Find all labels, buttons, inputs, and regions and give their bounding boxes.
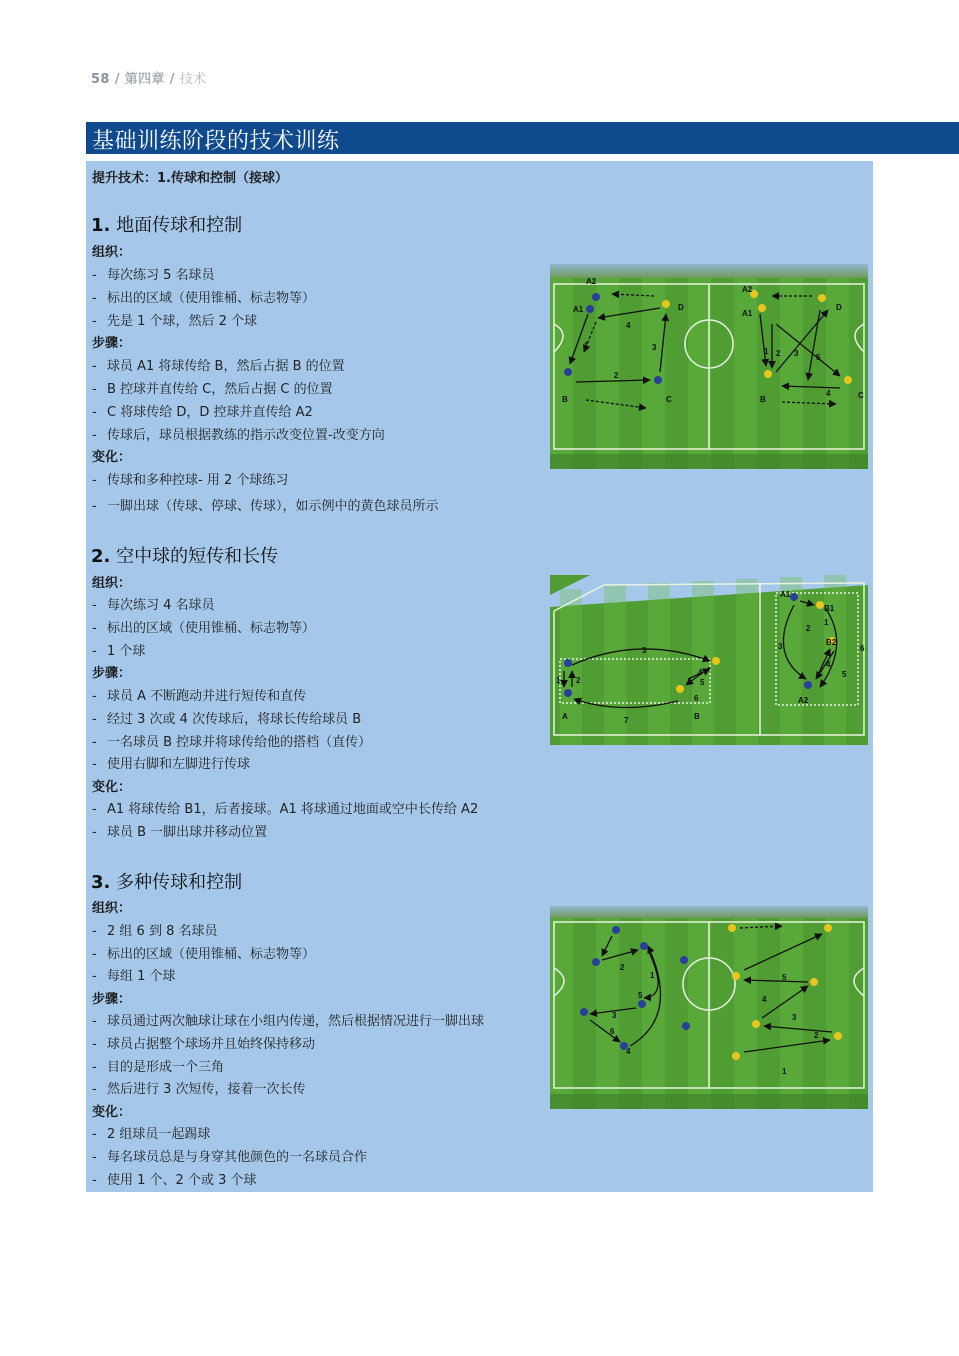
list-item: - 每组 1 个球 <box>92 969 176 984</box>
org-label: 组织： <box>92 576 132 591</box>
header-separator: / <box>169 72 175 87</box>
section-number: 2. <box>91 546 111 567</box>
steps-label: 步骤： <box>92 666 132 681</box>
svg-text:6: 6 <box>860 644 865 653</box>
list-item: - 使用右脚和左脚进行传球 <box>92 757 251 772</box>
pitch-svg <box>550 264 868 469</box>
list-item: - 标出的区域（使用锥桶、标志物等） <box>92 291 316 306</box>
section-title: 空中球的短传和长传 <box>116 546 279 567</box>
list-item: - 先是 1 个球，然后 2 个球 <box>92 314 258 329</box>
section-heading-1 <box>91 211 242 237</box>
section-heading-3 <box>91 868 242 894</box>
svg-text:D: D <box>836 303 842 312</box>
section-label: 技术 <box>179 72 207 87</box>
page-title: 基础训练阶段的技术训练 <box>92 129 340 154</box>
list-item: - 球员 A 不断跑动并进行短传和直传 <box>92 689 307 704</box>
list-item: - 一名球员 B 控球并将球传给他的搭档（直传） <box>92 735 372 750</box>
list-item: - 使用 1 个、2 个或 3 个球 <box>92 1173 257 1188</box>
svg-text:1: 1 <box>764 347 769 356</box>
list-item: - C 将球传给 D，D 控球并直传给 A2 <box>92 405 313 420</box>
svg-text:B2: B2 <box>826 638 837 647</box>
list-item: - 每名球员总是与身穿其他颜色的一名球员合作 <box>92 1150 368 1165</box>
svg-text:2: 2 <box>620 963 625 972</box>
list-item: - 传球和多种控球- 用 2 个球练习 <box>92 473 289 488</box>
drill-diagram-2 <box>550 575 868 745</box>
variations-label: 变化： <box>92 450 132 465</box>
section-title: 地面传球和控制 <box>116 215 243 236</box>
list-item: - 一脚出球（传球、停球、传球），如示例中的黄色球员所示 <box>92 499 439 514</box>
svg-text:1: 1 <box>782 1067 787 1076</box>
svg-text:A1: A1 <box>742 309 753 318</box>
svg-text:4: 4 <box>698 668 703 677</box>
org-label: 组织： <box>92 901 132 916</box>
svg-text:2: 2 <box>776 349 781 358</box>
list-item: - 每次练习 4 名球员 <box>92 598 215 613</box>
steps-label: 步骤： <box>92 992 132 1007</box>
svg-text:3: 3 <box>642 646 647 655</box>
list-item: - 球员 B 一脚出球并移动位置 <box>92 825 268 840</box>
list-item: - 标出的区域（使用锥桶、标志物等） <box>92 947 316 962</box>
list-item: - 2 组 6 到 8 名球员 <box>92 924 218 939</box>
svg-text:A2: A2 <box>798 696 809 705</box>
pitch-svg <box>550 575 868 745</box>
svg-text:2: 2 <box>614 371 619 380</box>
svg-text:3: 3 <box>778 642 783 651</box>
list-item: - 2 组球员一起踢球 <box>92 1127 211 1142</box>
svg-text:2: 2 <box>576 676 581 685</box>
section-title: 多种传球和控制 <box>116 872 243 893</box>
svg-text:B: B <box>760 395 766 404</box>
svg-text:1: 1 <box>556 676 561 685</box>
list-item: - 每次练习 5 名球员 <box>92 268 215 283</box>
list-item: - 然后进行 3 次短传，接着一次长传 <box>92 1082 306 1097</box>
list-item: - 1 个球 <box>92 644 146 659</box>
svg-text:7: 7 <box>624 716 629 725</box>
svg-text:B: B <box>562 395 568 404</box>
list-item: - 目的是形成一个三角 <box>92 1060 225 1075</box>
svg-text:3: 3 <box>794 349 799 358</box>
svg-text:2: 2 <box>806 624 811 633</box>
section-number: 3. <box>91 872 111 893</box>
list-item: - 球员占据整个球场并且始终保持移动 <box>92 1037 316 1052</box>
svg-text:4: 4 <box>826 389 831 398</box>
svg-text:1: 1 <box>824 618 829 627</box>
svg-text:C: C <box>858 391 864 400</box>
drill-diagram-1 <box>550 264 868 469</box>
section-number: 1. <box>91 215 111 236</box>
list-item: - B 控球并直传给 C，然后占据 C 的位置 <box>92 382 333 397</box>
svg-text:5: 5 <box>638 991 643 1000</box>
panel-subtitle: 提升技术：1.传球和控制（接球） <box>92 171 288 186</box>
drill-diagram-3 <box>550 906 868 1109</box>
header-separator: / <box>114 72 120 87</box>
svg-text:A1: A1 <box>573 305 584 314</box>
chapter-label: 第四章 <box>124 72 165 87</box>
svg-text:5: 5 <box>782 973 787 982</box>
svg-text:C: C <box>666 395 672 404</box>
title-bar <box>86 122 959 154</box>
org-label: 组织： <box>92 245 132 260</box>
running-header <box>91 68 206 87</box>
svg-text:B1: B1 <box>824 604 835 613</box>
list-item: - 球员通过两次触球让球在小组内传递，然后根据情况进行一脚出球 <box>92 1014 485 1029</box>
variations-label: 变化： <box>92 1105 132 1120</box>
svg-text:3: 3 <box>792 1013 797 1022</box>
steps-label: 步骤： <box>92 336 132 351</box>
svg-text:A1: A1 <box>780 590 791 599</box>
svg-text:3: 3 <box>652 343 657 352</box>
list-item: - 传球后，球员根据教练的指示改变位置-改变方向 <box>92 428 385 443</box>
svg-text:6: 6 <box>610 1027 615 1036</box>
svg-text:3: 3 <box>612 1011 617 1020</box>
svg-text:4: 4 <box>626 321 631 330</box>
variations-label: 变化： <box>92 780 132 795</box>
svg-text:2: 2 <box>814 1031 819 1040</box>
svg-text:D: D <box>678 303 684 312</box>
svg-text:6: 6 <box>694 694 699 703</box>
pitch-svg <box>550 906 868 1109</box>
svg-text:5: 5 <box>816 353 821 362</box>
list-item: - A1 将球传给 B1，后者接球。A1 将球通过地面或空中长传给 A2 <box>92 802 479 817</box>
page-number: 58 <box>91 72 110 87</box>
list-item: - 经过 3 次或 4 次传球后，将球长传给球员 B <box>92 712 362 727</box>
svg-text:A: A <box>562 712 568 721</box>
list-item: - 标出的区域（使用锥桶、标志物等） <box>92 621 316 636</box>
svg-text:5: 5 <box>700 678 705 687</box>
svg-text:4: 4 <box>762 995 767 1004</box>
list-item: - 球员 A1 将球传给 B，然后占据 B 的位置 <box>92 359 345 374</box>
svg-text:5: 5 <box>842 670 847 679</box>
svg-text:B: B <box>694 712 700 721</box>
section-heading-2 <box>91 542 278 568</box>
svg-text:4: 4 <box>826 660 831 669</box>
svg-text:4: 4 <box>626 1047 631 1056</box>
svg-text:A2: A2 <box>742 285 753 294</box>
svg-text:1: 1 <box>584 341 589 350</box>
svg-text:1: 1 <box>650 971 655 980</box>
svg-text:A2: A2 <box>586 277 597 286</box>
